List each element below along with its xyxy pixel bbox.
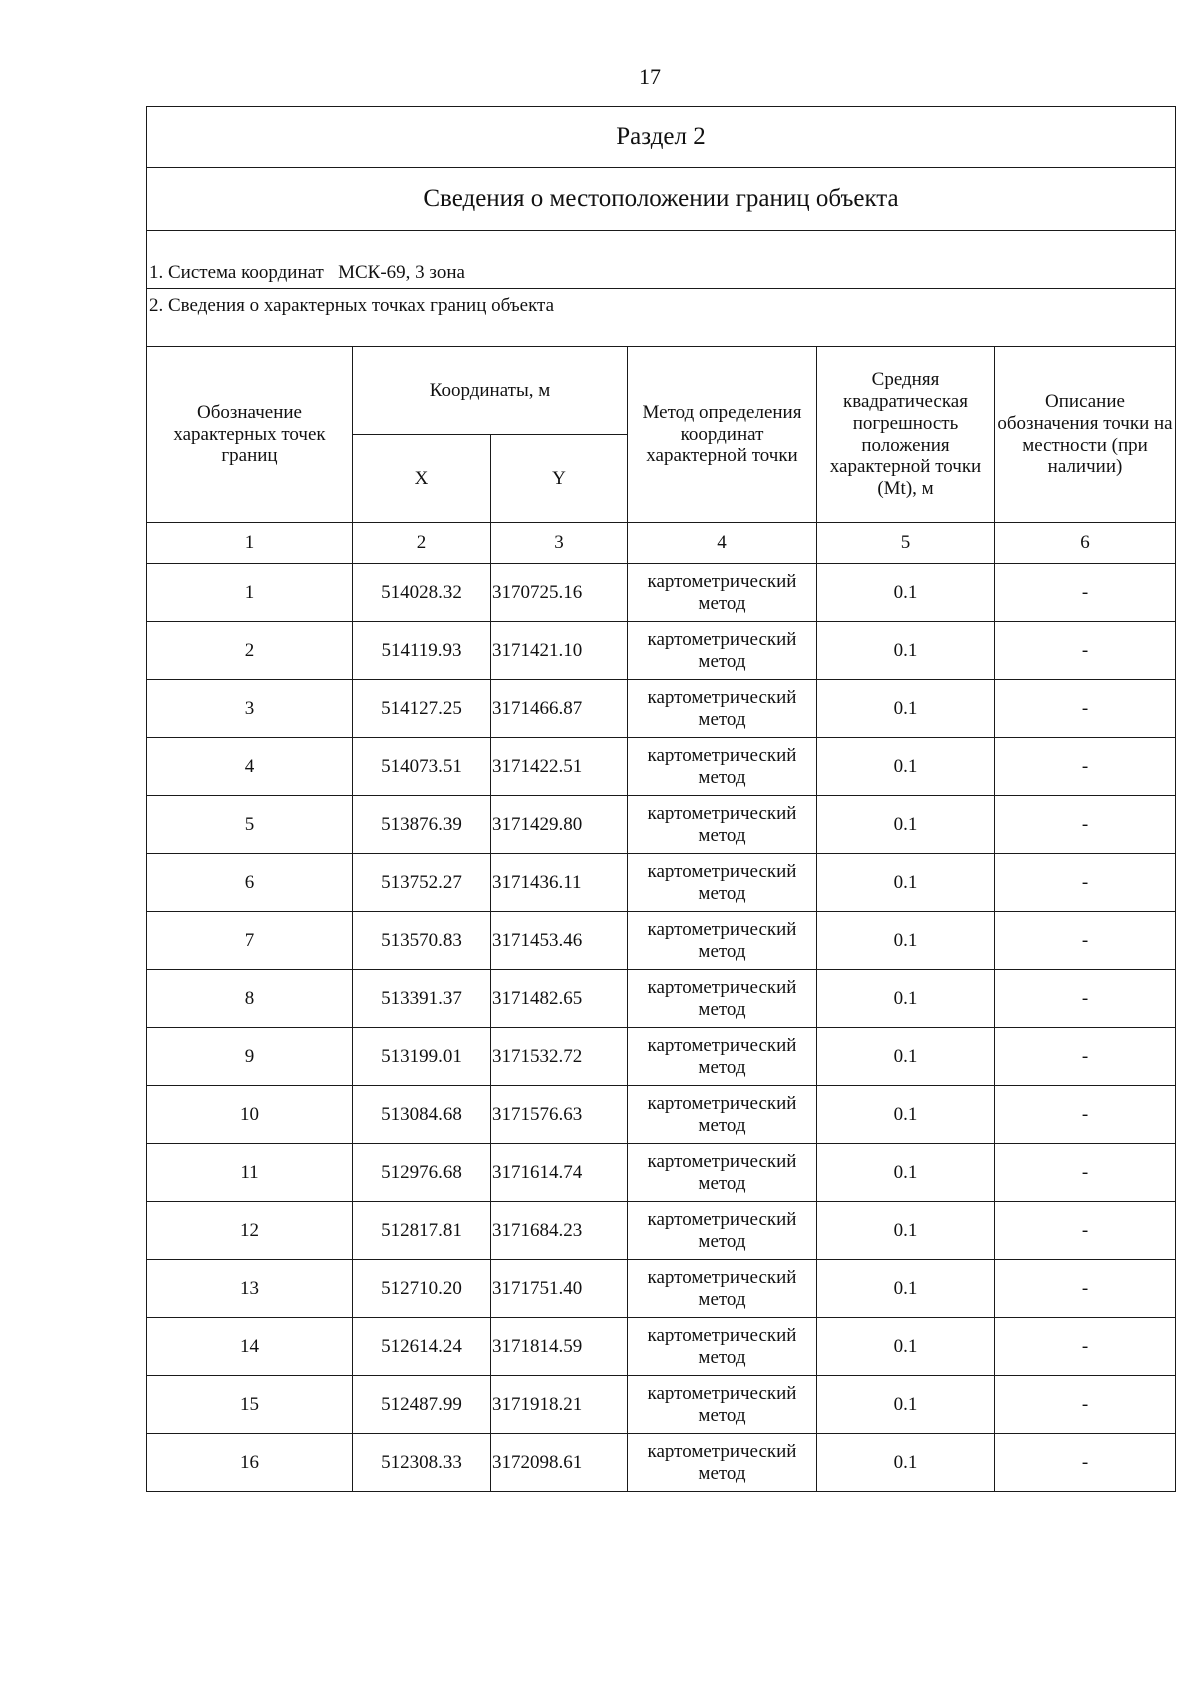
cell-error: 0.1 xyxy=(817,970,995,1028)
cell-method: картометрический метод xyxy=(628,1376,817,1434)
cell-y: 3171576.63 xyxy=(491,1086,628,1144)
cell-error: 0.1 xyxy=(817,622,995,680)
cell-x: 512976.68 xyxy=(353,1144,491,1202)
points-heading: 2. Сведения о характерных точках границ объекта xyxy=(147,289,1176,347)
header-description: Описание обозначения точки на местности (при наличии) xyxy=(995,347,1176,523)
cell-x: 514028.32 xyxy=(353,564,491,622)
cell-method: картометрический метод xyxy=(628,1318,817,1376)
cell-point: 14 xyxy=(147,1318,353,1376)
cell-description: - xyxy=(995,1086,1176,1144)
cell-y: 3171814.59 xyxy=(491,1318,628,1376)
cell-point: 15 xyxy=(147,1376,353,1434)
cell-error: 0.1 xyxy=(817,1376,995,1434)
cell-point: 10 xyxy=(147,1086,353,1144)
cell-x: 513084.68 xyxy=(353,1086,491,1144)
column-number: 2 xyxy=(353,523,491,564)
column-number: 6 xyxy=(995,523,1176,564)
table-row xyxy=(147,738,1176,796)
cell-method: картометрический метод xyxy=(628,1202,817,1260)
cell-point: 4 xyxy=(147,738,353,796)
cell-y: 3171453.46 xyxy=(491,912,628,970)
cell-y: 3171436.11 xyxy=(491,854,628,912)
header-x: X xyxy=(353,435,491,523)
cell-error: 0.1 xyxy=(817,680,995,738)
cell-method: картометрический метод xyxy=(628,564,817,622)
cell-description: - xyxy=(995,970,1176,1028)
table-row xyxy=(147,854,1176,912)
cell-description: - xyxy=(995,1144,1176,1202)
cell-method: картометрический метод xyxy=(628,1434,817,1492)
cell-error: 0.1 xyxy=(817,1086,995,1144)
cell-y: 3171466.87 xyxy=(491,680,628,738)
cell-x: 512487.99 xyxy=(353,1376,491,1434)
cell-description: - xyxy=(995,1202,1176,1260)
cell-point: 11 xyxy=(147,1144,353,1202)
table-row xyxy=(147,622,1176,680)
cell-description: - xyxy=(995,854,1176,912)
column-number: 5 xyxy=(817,523,995,564)
cell-error: 0.1 xyxy=(817,1028,995,1086)
header-coordinates: Координаты, м xyxy=(353,347,628,435)
cell-point: 13 xyxy=(147,1260,353,1318)
cell-method: картометрический метод xyxy=(628,1028,817,1086)
header-error: Средняя квадратическая погрешность положения характерной точки (Mt), м xyxy=(817,347,995,523)
cell-description: - xyxy=(995,796,1176,854)
cell-x: 512308.33 xyxy=(353,1434,491,1492)
cell-point: 3 xyxy=(147,680,353,738)
cell-x: 513391.37 xyxy=(353,970,491,1028)
header-designation: Обозначение характерных точек границ xyxy=(147,347,353,523)
column-number: 3 xyxy=(491,523,628,564)
cell-y: 3171532.72 xyxy=(491,1028,628,1086)
cell-error: 0.1 xyxy=(817,1202,995,1260)
cell-error: 0.1 xyxy=(817,912,995,970)
cell-method: картометрический метод xyxy=(628,1086,817,1144)
table-row xyxy=(147,970,1176,1028)
cell-method: картометрический метод xyxy=(628,738,817,796)
cell-method: картометрический метод xyxy=(628,912,817,970)
section-subtitle: Сведения о местоположении границ объекта xyxy=(147,168,1176,231)
cell-x: 513199.01 xyxy=(353,1028,491,1086)
cell-y: 3171421.10 xyxy=(491,622,628,680)
cell-y: 3171422.51 xyxy=(491,738,628,796)
cell-description: - xyxy=(995,1260,1176,1318)
cell-description: - xyxy=(995,564,1176,622)
table-row xyxy=(147,1202,1176,1260)
cell-description: - xyxy=(995,912,1176,970)
cell-description: - xyxy=(995,1318,1176,1376)
cell-x: 513570.83 xyxy=(353,912,491,970)
cell-description: - xyxy=(995,622,1176,680)
cell-description: - xyxy=(995,1376,1176,1434)
coordinate-system-label: 1. Система координат xyxy=(149,262,324,284)
cell-y: 3172098.61 xyxy=(491,1434,628,1492)
cell-x: 514127.25 xyxy=(353,680,491,738)
cell-x: 513876.39 xyxy=(353,796,491,854)
coordinate-system-value: МСК-69, 3 зона xyxy=(338,262,465,284)
cell-error: 0.1 xyxy=(817,1144,995,1202)
cell-error: 0.1 xyxy=(817,854,995,912)
cell-method: картометрический метод xyxy=(628,970,817,1028)
cell-y: 3171614.74 xyxy=(491,1144,628,1202)
table-row xyxy=(147,1144,1176,1202)
cell-point: 6 xyxy=(147,854,353,912)
section-title: Раздел 2 xyxy=(147,107,1176,168)
cell-y: 3171684.23 xyxy=(491,1202,628,1260)
table-row xyxy=(147,1318,1176,1376)
cell-method: картометрический метод xyxy=(628,1260,817,1318)
cell-y: 3171918.21 xyxy=(491,1376,628,1434)
cell-point: 16 xyxy=(147,1434,353,1492)
cell-method: картометрический метод xyxy=(628,1144,817,1202)
cell-error: 0.1 xyxy=(817,1434,995,1492)
column-number: 4 xyxy=(628,523,817,564)
cell-description: - xyxy=(995,680,1176,738)
cell-point: 9 xyxy=(147,1028,353,1086)
table-row xyxy=(147,1086,1176,1144)
cell-method: картометрический метод xyxy=(628,680,817,738)
cell-description: - xyxy=(995,1028,1176,1086)
cell-point: 2 xyxy=(147,622,353,680)
table-row xyxy=(147,564,1176,622)
table-row xyxy=(147,1376,1176,1434)
cell-description: - xyxy=(995,738,1176,796)
table-row xyxy=(147,680,1176,738)
page-number: 17 xyxy=(639,64,661,89)
cell-y: 3171482.65 xyxy=(491,970,628,1028)
boundary-points-table xyxy=(146,106,1176,1492)
cell-description: - xyxy=(995,1434,1176,1492)
cell-x: 514119.93 xyxy=(353,622,491,680)
cell-method: картометрический метод xyxy=(628,796,817,854)
cell-x: 514073.51 xyxy=(353,738,491,796)
table-row xyxy=(147,1028,1176,1086)
cell-y: 3171751.40 xyxy=(491,1260,628,1318)
cell-method: картометрический метод xyxy=(628,854,817,912)
cell-error: 0.1 xyxy=(817,738,995,796)
cell-point: 12 xyxy=(147,1202,353,1260)
cell-y: 3171429.80 xyxy=(491,796,628,854)
cell-point: 1 xyxy=(147,564,353,622)
cell-x: 513752.27 xyxy=(353,854,491,912)
cell-method: картометрический метод xyxy=(628,622,817,680)
column-number: 1 xyxy=(147,523,353,564)
table-row xyxy=(147,912,1176,970)
cell-error: 0.1 xyxy=(817,1260,995,1318)
cell-y: 3170725.16 xyxy=(491,564,628,622)
cell-error: 0.1 xyxy=(817,564,995,622)
header-y: Y xyxy=(491,435,628,523)
cell-x: 512710.20 xyxy=(353,1260,491,1318)
cell-point: 7 xyxy=(147,912,353,970)
table-row xyxy=(147,1260,1176,1318)
cell-error: 0.1 xyxy=(817,1318,995,1376)
cell-error: 0.1 xyxy=(817,796,995,854)
cell-point: 5 xyxy=(147,796,353,854)
table-row xyxy=(147,1434,1176,1492)
cell-point: 8 xyxy=(147,970,353,1028)
table-row xyxy=(147,796,1176,854)
header-method: Метод определения координат характерной точки xyxy=(628,347,817,523)
cell-x: 512614.24 xyxy=(353,1318,491,1376)
cell-x: 512817.81 xyxy=(353,1202,491,1260)
coordinate-system-row xyxy=(147,231,1176,289)
